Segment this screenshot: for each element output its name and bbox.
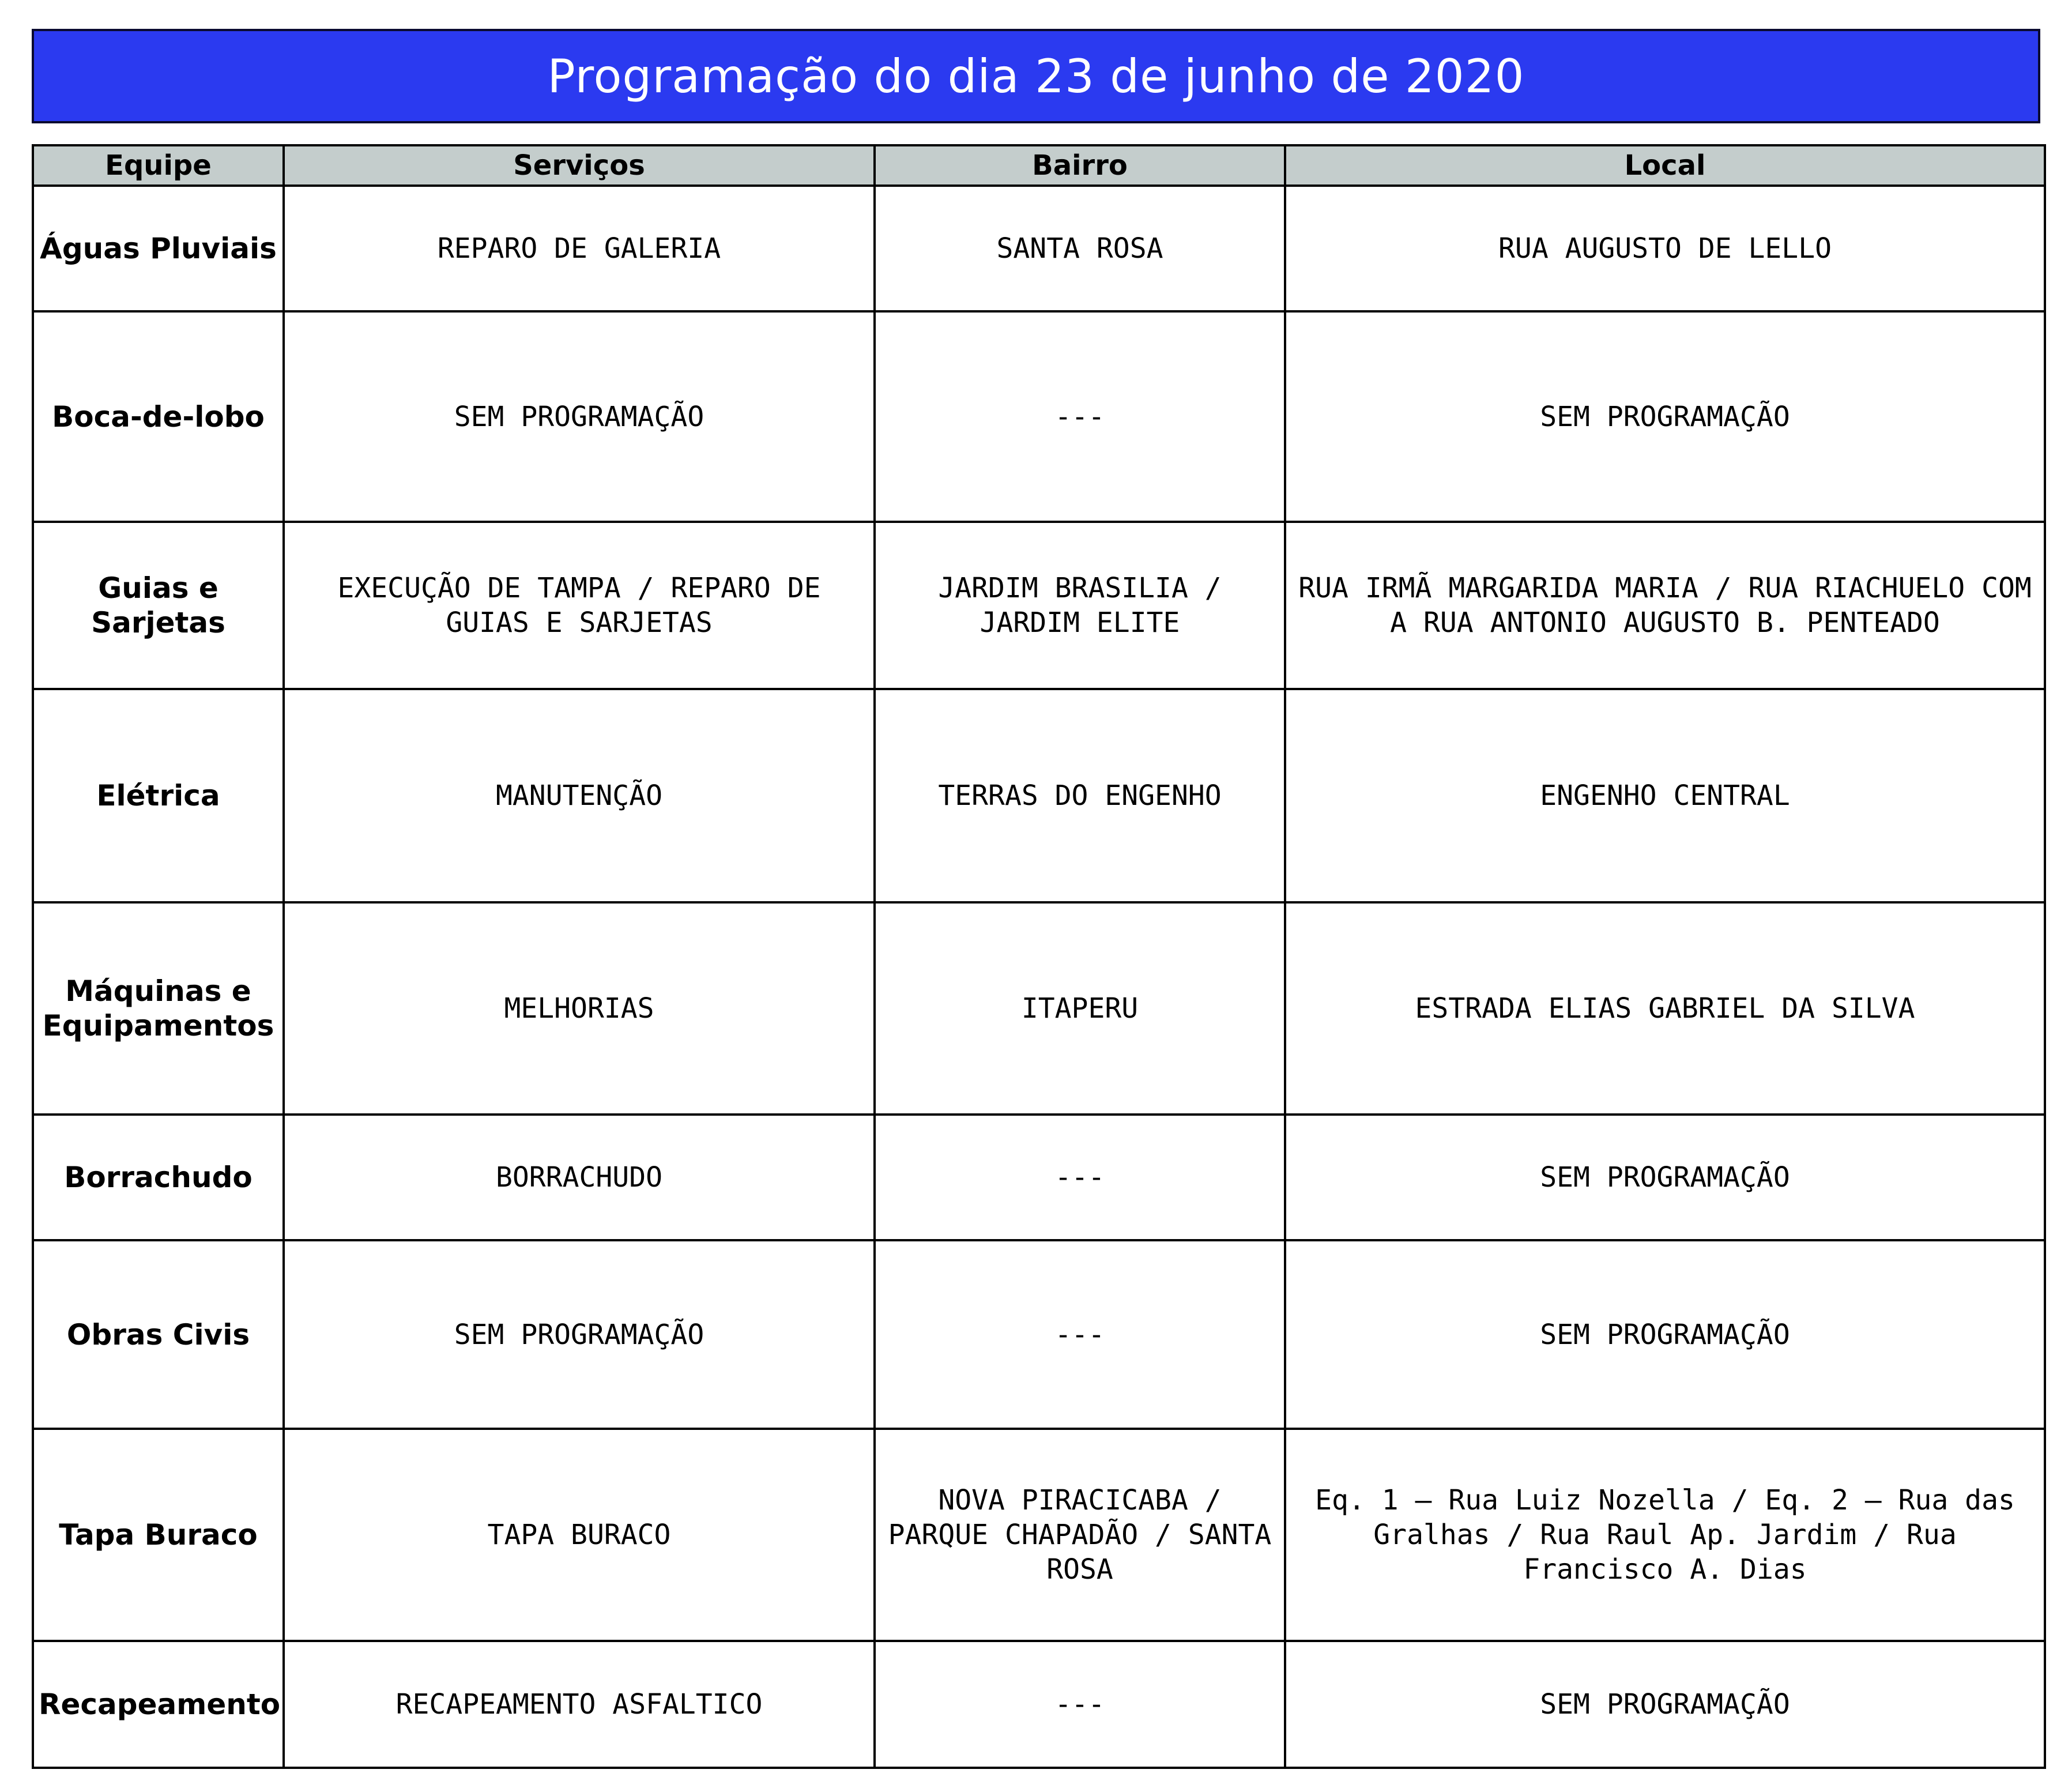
- bairro-cell: JARDIM BRASILIA / JARDIM ELITE: [875, 522, 1285, 689]
- local-cell: SEM PROGRAMAÇÃO: [1285, 1641, 2045, 1768]
- team-cell: Águas Pluviais: [33, 186, 284, 311]
- bairro-cell: ---: [875, 1115, 1285, 1240]
- servicos-cell: SEM PROGRAMAÇÃO: [284, 311, 875, 522]
- local-cell: RUA AUGUSTO DE LELLO: [1285, 186, 2045, 311]
- header-equipe: Equipe: [33, 145, 284, 186]
- bairro-cell: ---: [875, 311, 1285, 522]
- schedule-table: [32, 144, 2046, 1769]
- team-cell: Máquinas e Equipamentos: [33, 902, 284, 1115]
- bairro-cell: SANTA ROSA: [875, 186, 1285, 311]
- table-row: [33, 1115, 2045, 1240]
- bairro-cell: ---: [875, 1641, 1285, 1768]
- table-row: [33, 902, 2045, 1115]
- table-row: [33, 689, 2045, 902]
- servicos-cell: SEM PROGRAMAÇÃO: [284, 1240, 875, 1429]
- local-cell: Eq. 1 – Rua Luiz Nozella / Eq. 2 – Rua das Gralhas / Rua Raul Ap. Jardim / Rua Francisco A. Dias: [1285, 1429, 2045, 1641]
- page-title: Programação do dia 23 de junho de 2020: [547, 49, 1525, 103]
- local-cell: ESTRADA ELIAS GABRIEL DA SILVA: [1285, 902, 2045, 1115]
- servicos-cell: BORRACHUDO: [284, 1115, 875, 1240]
- servicos-cell: TAPA BURACO: [284, 1429, 875, 1641]
- team-cell: Tapa Buraco: [33, 1429, 284, 1641]
- servicos-cell: RECAPEAMENTO ASFALTICO: [284, 1641, 875, 1768]
- table-row: [33, 1429, 2045, 1641]
- local-cell: SEM PROGRAMAÇÃO: [1285, 311, 2045, 522]
- servicos-cell: MELHORIAS: [284, 902, 875, 1115]
- header-row: [33, 145, 2045, 186]
- local-cell: RUA IRMÃ MARGARIDA MARIA / RUA RIACHUELO COM A RUA ANTONIO AUGUSTO B. PENTEADO: [1285, 522, 2045, 689]
- header-local: Local: [1285, 145, 2045, 186]
- local-cell: ENGENHO CENTRAL: [1285, 689, 2045, 902]
- title-banner: [32, 29, 2040, 123]
- table-row: [33, 186, 2045, 311]
- local-cell: SEM PROGRAMAÇÃO: [1285, 1240, 2045, 1429]
- header-bairro: Bairro: [875, 145, 1285, 186]
- team-cell: Recapeamento: [33, 1641, 284, 1768]
- bairro-cell: ---: [875, 1240, 1285, 1429]
- team-cell: Boca-de-lobo: [33, 311, 284, 522]
- table-row: [33, 311, 2045, 522]
- table-row: [33, 1641, 2045, 1768]
- servicos-cell: EXECUÇÃO DE TAMPA / REPARO DE GUIAS E SARJETAS: [284, 522, 875, 689]
- team-cell: Guias e Sarjetas: [33, 522, 284, 689]
- header-servicos: Serviços: [284, 145, 875, 186]
- local-cell: SEM PROGRAMAÇÃO: [1285, 1115, 2045, 1240]
- bairro-cell: TERRAS DO ENGENHO: [875, 689, 1285, 902]
- table-row: [33, 1240, 2045, 1429]
- team-cell: Elétrica: [33, 689, 284, 902]
- team-cell: Obras Civis: [33, 1240, 284, 1429]
- servicos-cell: MANUTENÇÃO: [284, 689, 875, 902]
- team-cell: Borrachudo: [33, 1115, 284, 1240]
- servicos-cell: REPARO DE GALERIA: [284, 186, 875, 311]
- bairro-cell: ITAPERU: [875, 902, 1285, 1115]
- table-row: [33, 522, 2045, 689]
- bairro-cell: NOVA PIRACICABA / PARQUE CHAPADÃO / SANTA ROSA: [875, 1429, 1285, 1641]
